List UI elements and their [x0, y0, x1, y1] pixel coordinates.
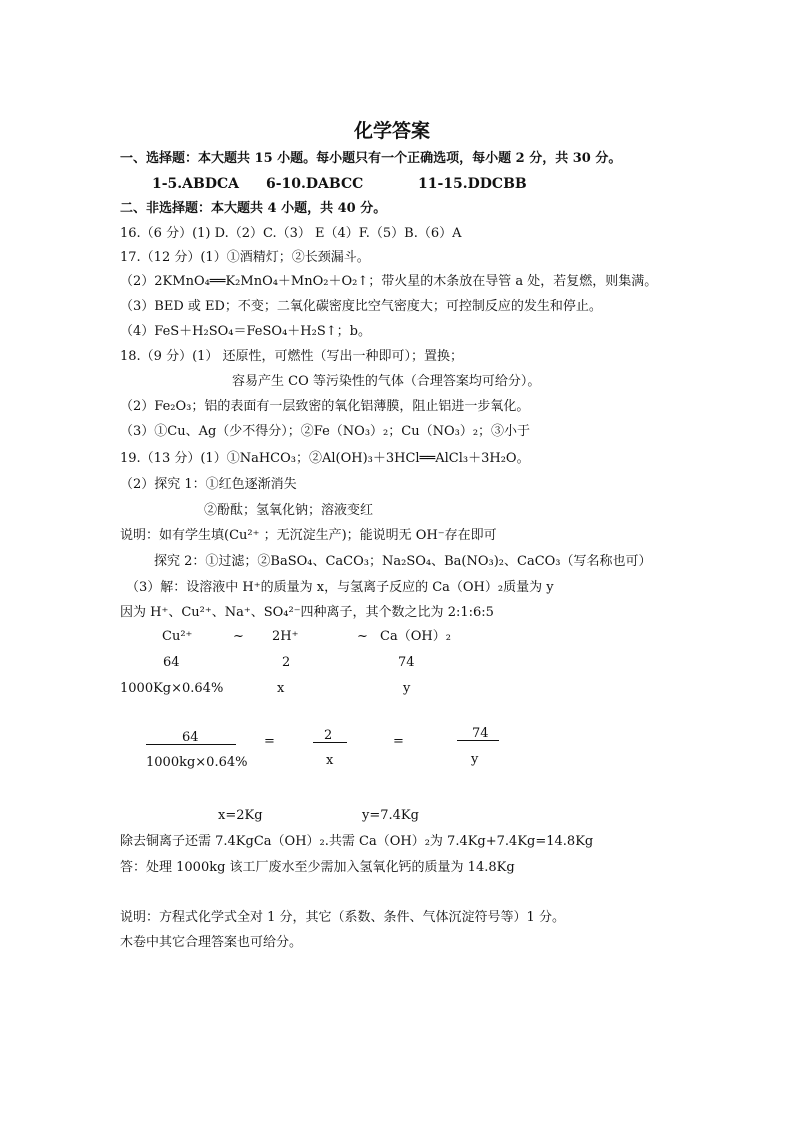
calc-cu-ion: Cu²⁺	[162, 629, 193, 644]
total-caoh2-line: 除去铜离子还需 7.4KgCa（OH）₂.共需 Ca（OH）₂为 7.4Kg+7.4Kg=14.8Kg	[120, 834, 594, 849]
final-answer-line: 答：处理 1000kg 该工厂废水至少需加入氢氧化钙的质量为 14.8Kg	[120, 860, 515, 875]
fraction2-denominator: x	[326, 753, 334, 768]
q19-line1: 19.（13 分）(1）①NaHCO₃；②Al(OH)₃＋3HCl══AlCl₃＋3H₂O。	[120, 451, 530, 466]
fraction1-bar	[146, 744, 236, 745]
q19-line5: 探究 2：①过滤；②BaSO₄、CaCO₃；Na₂SO₄、Ba(NO₃)₂、CaCO₃（写名称也可）	[154, 554, 652, 569]
calc-tilde-2: ~	[357, 629, 368, 644]
answer-11-15: 11-15.DDCBB	[418, 176, 527, 192]
equals-sign-1: =	[264, 734, 275, 749]
q19-line6: （3）解：设溶液中 H⁺的质量为 x，与氢离子反应的 Ca（OH）₂质量为 y	[126, 580, 554, 595]
q17-line1: 17.（12 分）(1）①酒精灯；②长颈漏斗。	[120, 250, 370, 265]
equals-sign-2: =	[393, 734, 404, 749]
q17-line2: （2）2KMnO₄══K₂MnO₄＋MnO₂＋O₂↑；带火星的木条放在导管 a 处，若复燃，则集满。	[120, 274, 658, 289]
fraction1-numerator: 64	[182, 730, 199, 745]
calc-mass-caoh2: 74	[398, 655, 415, 670]
q19-line4: 说明：如有学生填(Cu²⁺ ；无沉淀生产)；能说明无 OH⁻存在即可	[120, 528, 497, 543]
q18-line4: （3）①Cu、Ag（少不得分）；②Fe（NO₃）₂；Cu（NO₃）₂；③小于	[120, 424, 531, 439]
answer-1-5: 1-5.ABDCA	[152, 176, 240, 192]
calc-tilde-1: ~	[233, 629, 244, 644]
note-alternative: 木卷中其它合理答案也可给分。	[120, 935, 303, 950]
calc-var-x: x	[277, 681, 285, 696]
fraction2-numerator: 2	[324, 728, 333, 743]
section2-heading: 二、非选择题：本大题共 4 小题，共 40 分。	[120, 201, 387, 216]
calc-var-y: y	[403, 681, 411, 696]
q18-line1: 18.（9 分）(1） 还原性，可燃性（写出一种即可）；置换；	[120, 349, 464, 364]
q18-line2: 容易产生 CO 等污染性的气体（合理答案均可给分）。	[232, 374, 541, 389]
note-scoring: 说明：方程式化学式全对 1 分，其它（系数、条件、气体沉淀符号等）1 分。	[120, 910, 565, 925]
section1-heading: 一、选择题：本大题共 15 小题。每小题只有一个正确选项，每小题 2 分，共 30 分。	[120, 151, 622, 166]
result-y: y=7.4Kg	[362, 808, 419, 823]
fraction3-denominator: y	[471, 752, 479, 767]
calc-mass-cu: 64	[163, 655, 180, 670]
q17-line3: （3）BED 或 ED；不变；二氧化碳密度比空气密度大；可控制反应的发生和停止。	[120, 299, 602, 314]
q19-line3: ②酚酞；氢氧化钠；溶液变红	[204, 503, 374, 518]
result-x: x=2Kg	[218, 808, 263, 823]
fraction2-bar	[313, 742, 347, 743]
calc-mass-h: 2	[282, 655, 291, 670]
q17-line4: （4）FeS＋H₂SO₄＝FeSO₄＋H₂S↑；b。	[120, 324, 371, 339]
page-title: 化学答案	[354, 120, 431, 142]
answer-6-10: 6-10.DABCC	[266, 176, 364, 192]
calc-h-ion: 2H⁺	[272, 629, 299, 644]
calc-caoh2: Ca（OH）₂	[380, 629, 451, 644]
q19-line2: （2）探究 1：①红色逐渐消失	[120, 477, 297, 492]
q18-line3: （2）Fe₂O₃；铝的表面有一层致密的氧化铝薄膜，阻止铝进一步氧化。	[120, 399, 530, 414]
calc-given-cu: 1000Kg×0.64%	[120, 681, 224, 696]
fraction1-denominator: 1000kg×0.64%	[146, 755, 248, 770]
q16-answer: 16.（6 分）(1) D.（2）C.（3） E（4）F.（5）B.（6）A	[120, 226, 462, 241]
q19-line7: 因为 H⁺、Cu²⁺、Na⁺、SO₄²⁻四种离子，其个数之比为 2:1:6:5	[120, 605, 494, 620]
fraction3-bar	[457, 740, 499, 741]
fraction3-numerator: 74	[472, 726, 489, 741]
